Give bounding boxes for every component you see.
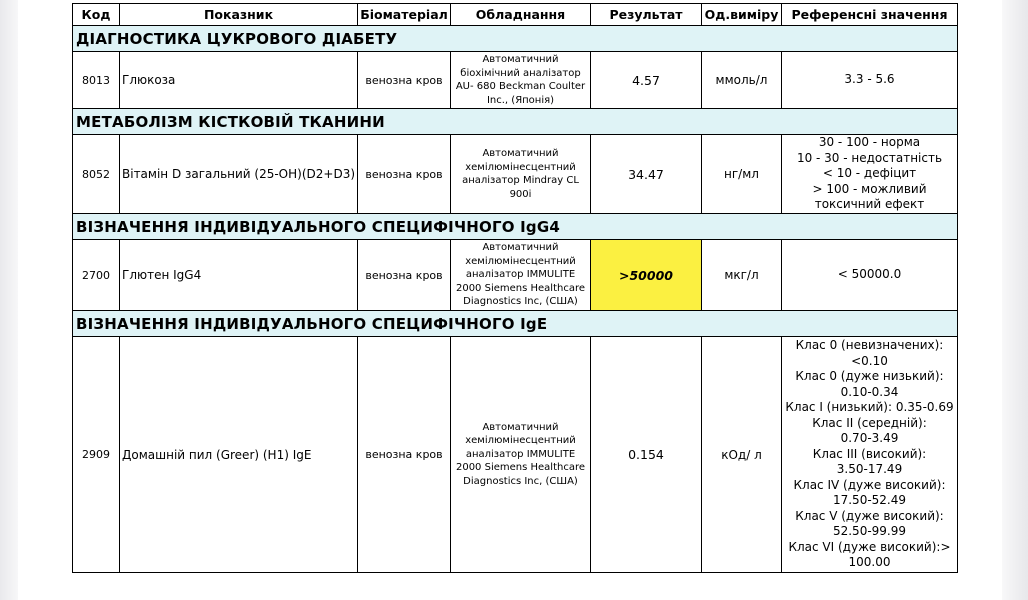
cell-equipment: [451, 240, 591, 311]
equipment-line: аналізатор IMMULITE: [465, 269, 576, 281]
header-result: Результат: [591, 4, 702, 26]
table-header-row: [73, 4, 958, 26]
cell-reference: [782, 337, 958, 573]
header-biomaterial: Біоматеріал: [358, 4, 451, 26]
header-code: Код: [73, 4, 120, 26]
equipment-line: хемілюмінесцентний: [465, 255, 576, 267]
section-header-row: [73, 26, 958, 52]
reference-line: токсичний ефект: [814, 197, 925, 212]
table-row: [73, 135, 958, 214]
cell-reference: [782, 240, 958, 311]
reference-line: 30 - 100 - норма: [818, 135, 921, 150]
cell-biomaterial: венозна кров: [358, 337, 451, 573]
equipment-line: 900i: [509, 188, 532, 200]
cell-reference: [782, 135, 958, 214]
reference-line: > 100 - можливий: [812, 181, 927, 196]
cell-biomaterial: венозна кров: [358, 135, 451, 214]
header-reference: Референсні значення: [782, 4, 958, 26]
reference-line: <0.10: [851, 353, 888, 368]
cell-code: 2909: [73, 337, 120, 573]
reference-line: 3.50-17.49: [836, 462, 903, 477]
reference-line: Клас VI (дуже високий):>: [788, 539, 951, 554]
section-title: ДІАГНОСТИКА ЦУКРОВОГО ДІАБЕТУ: [73, 26, 958, 52]
reference-line: Клас III (високий):: [812, 446, 927, 461]
reference-line: 3.3 - 5.6: [844, 72, 895, 87]
section-header-row: [73, 109, 958, 135]
cell-unit: кОд/ л: [702, 337, 782, 573]
equipment-line: 2000 Siemens Healthcare: [455, 282, 586, 294]
equipment-line: хемілюмінесцентний: [465, 435, 576, 447]
table-row: [73, 337, 958, 573]
table-row: [73, 240, 958, 311]
equipment-line: біохімічний аналізатор: [460, 67, 581, 79]
cell-biomaterial: венозна кров: [358, 240, 451, 311]
equipment-line: Автоматичний: [482, 421, 559, 433]
equipment-line: аналізатор Mindray CL: [462, 175, 579, 186]
equipment-line: аналізатор IMMULITE: [465, 448, 576, 460]
cell-result: 0.154: [591, 337, 702, 573]
equipment-line: 2000 Siemens Healthcare: [455, 462, 586, 474]
reference-line: < 10 - дефіцит: [822, 166, 917, 181]
section-header-row: [73, 214, 958, 240]
header-equipment: Обладнання: [451, 4, 591, 26]
cell-result: 4.57: [591, 52, 702, 109]
table-row: [73, 52, 958, 109]
reference-line: Клас I (низький): 0.35-0.69: [785, 400, 954, 415]
cell-unit: ммоль/л: [702, 52, 782, 109]
equipment-line: хемілюмінесцентний: [465, 161, 576, 173]
reference-line: Клас 0 (невизначених):: [795, 338, 944, 353]
section-title: МЕТАБОЛІЗМ КІСТКОВІЙ ТКАНИНИ: [73, 109, 958, 135]
cell-result-flagged: >50000: [591, 240, 702, 311]
cell-indicator: Глютен IgG4: [120, 240, 358, 311]
page-edge-right: [1002, 0, 1028, 600]
cell-unit: мкг/л: [702, 240, 782, 311]
section-title: ВІЗНАЧЕННЯ ІНДИВІДУАЛЬНОГО СПЕЦИФІЧНОГО IgG4: [73, 214, 958, 240]
reference-line: 100.00: [848, 555, 891, 570]
equipment-line: Автоматичний: [482, 148, 559, 159]
reference-line: 0.10-0.34: [840, 384, 899, 399]
cell-unit: нг/мл: [702, 135, 782, 214]
cell-indicator: Вітамін D загальний (25-ОН)(D2+D3): [120, 135, 358, 214]
cell-indicator: Глюкоза: [120, 52, 358, 109]
reference-line: < 50000.0: [837, 267, 902, 282]
header-unit: Од.виміру: [702, 4, 782, 26]
reference-line: 17.50-52.49: [832, 493, 907, 508]
equipment-line: Diagnostics Inc, (США): [463, 296, 578, 308]
cell-indicator: Домашній пил (Greer) (H1) IgE: [120, 337, 358, 573]
section-title: ВІЗНАЧЕННЯ ІНДИВІДУАЛЬНОГО СПЕЦИФІЧНОГО IgE: [73, 311, 958, 337]
equipment-line: Автоматичний: [482, 54, 559, 65]
section-header-row: [73, 311, 958, 337]
reference-line: Клас II (середній):: [812, 415, 927, 430]
cell-equipment: [451, 337, 591, 573]
cell-equipment: [451, 52, 591, 109]
cell-code: 8052: [73, 135, 120, 214]
cell-equipment: [451, 135, 591, 214]
cell-biomaterial: венозна кров: [358, 52, 451, 109]
equipment-line: AU- 680 Beckman Coulter: [455, 81, 586, 92]
page-edge-left: [0, 0, 18, 600]
cell-code: 8013: [73, 52, 120, 109]
reference-line: Клас IV (дуже високий):: [793, 477, 946, 492]
equipment-line: Diagnostics Inc, (США): [463, 475, 578, 487]
lab-results-table: [72, 3, 958, 573]
cell-reference: [782, 52, 958, 109]
cell-code: 2700: [73, 240, 120, 311]
reference-line: Клас V (дуже високий):: [795, 508, 944, 523]
equipment-line: Автоматичний: [482, 242, 559, 254]
header-indicator: Показник: [120, 4, 358, 26]
cell-result: 34.47: [591, 135, 702, 214]
reference-line: Клас 0 (дуже низький):: [795, 369, 944, 384]
reference-line: 52.50-99.99: [832, 524, 907, 539]
reference-line: 10 - 30 - недостатність: [796, 150, 943, 165]
reference-line: 0.70-3.49: [840, 431, 899, 446]
equipment-line: Inc., (Японія): [486, 94, 555, 106]
